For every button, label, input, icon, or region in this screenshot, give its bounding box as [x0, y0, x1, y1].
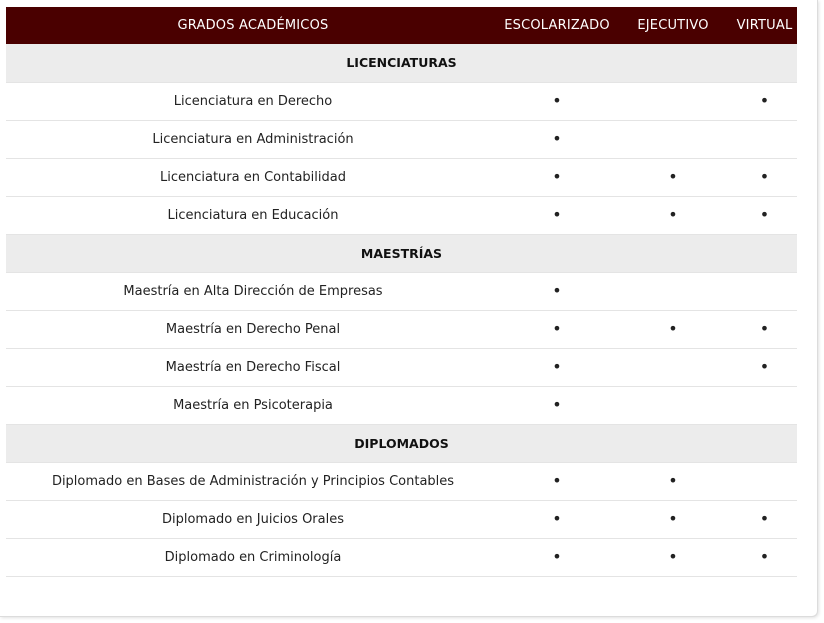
escolarizado-mark: • [500, 272, 614, 310]
ejecutivo-mark [614, 82, 732, 120]
program-name: Maestría en Alta Dirección de Empresas [6, 272, 500, 310]
ejecutivo-mark [614, 120, 732, 158]
table-row [6, 386, 797, 424]
table-header [6, 7, 797, 44]
escolarizado-mark: • [500, 120, 614, 158]
virtual-mark [732, 272, 797, 310]
table-row [6, 82, 797, 120]
virtual-mark [732, 120, 797, 158]
ejecutivo-mark: • [614, 310, 732, 348]
header-virtual: VIRTUAL [732, 7, 797, 44]
virtual-mark [732, 386, 797, 424]
ejecutivo-mark [614, 386, 732, 424]
escolarizado-mark: • [500, 196, 614, 234]
virtual-mark: • [732, 310, 797, 348]
program-name: Diplomado en Bases de Administración y Principios Contables [6, 462, 500, 500]
ejecutivo-mark: • [614, 196, 732, 234]
grados-table [6, 7, 797, 577]
escolarizado-mark: • [500, 158, 614, 196]
table-row [6, 348, 797, 386]
ejecutivo-mark: • [614, 462, 732, 500]
virtual-mark [732, 462, 797, 500]
program-name: Maestría en Psicoterapia [6, 386, 500, 424]
program-name: Diplomado en Criminología [6, 538, 500, 576]
section-row-maestrias [6, 234, 797, 272]
ejecutivo-mark: • [614, 158, 732, 196]
header-row [6, 7, 797, 44]
ejecutivo-mark [614, 348, 732, 386]
program-name: Maestría en Derecho Penal [6, 310, 500, 348]
virtual-mark: • [732, 158, 797, 196]
table-row [6, 196, 797, 234]
escolarizado-mark: • [500, 348, 614, 386]
section-row-diplomados [6, 424, 797, 462]
table-row [6, 462, 797, 500]
virtual-mark: • [732, 538, 797, 576]
section-title: LICENCIATURAS [6, 44, 797, 82]
table-row [6, 538, 797, 576]
table-row [6, 272, 797, 310]
escolarizado-mark: • [500, 386, 614, 424]
program-name: Licenciatura en Derecho [6, 82, 500, 120]
escolarizado-mark: • [500, 310, 614, 348]
header-grados: GRADOS ACADÉMICOS [6, 7, 500, 44]
ejecutivo-mark: • [614, 538, 732, 576]
header-escolarizado: ESCOLARIZADO [500, 7, 614, 44]
table-body [6, 44, 797, 576]
program-name: Licenciatura en Contabilidad [6, 158, 500, 196]
table-row [6, 500, 797, 538]
virtual-mark: • [732, 82, 797, 120]
escolarizado-mark: • [500, 538, 614, 576]
section-row-licenciaturas [6, 44, 797, 82]
program-name: Maestría en Derecho Fiscal [6, 348, 500, 386]
virtual-mark: • [732, 196, 797, 234]
program-name: Licenciatura en Educación [6, 196, 500, 234]
ejecutivo-mark: • [614, 500, 732, 538]
escolarizado-mark: • [500, 462, 614, 500]
section-title: DIPLOMADOS [6, 424, 797, 462]
header-ejecutivo: EJECUTIVO [614, 7, 732, 44]
virtual-mark: • [732, 348, 797, 386]
program-name: Licenciatura en Administración [6, 120, 500, 158]
ejecutivo-mark [614, 272, 732, 310]
escolarizado-mark: • [500, 82, 614, 120]
virtual-mark: • [732, 500, 797, 538]
table-row [6, 310, 797, 348]
escolarizado-mark: • [500, 500, 614, 538]
table-row [6, 158, 797, 196]
table-row [6, 120, 797, 158]
program-name: Diplomado en Juicios Orales [6, 500, 500, 538]
section-title: MAESTRÍAS [6, 234, 797, 272]
